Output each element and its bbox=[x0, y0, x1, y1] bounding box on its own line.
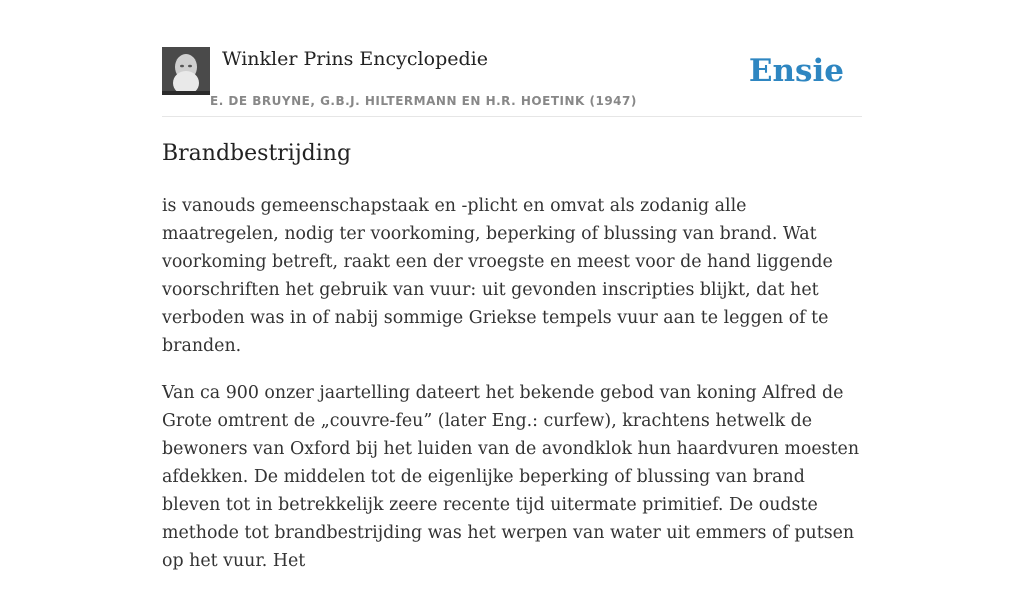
article-paragraph: is vanouds gemeenschapstaak en -plicht en omvat als zodanig alle maatregelen, nodig ter voorkoming, beperking of blussing van brand. Wat voorkoming betreft, raakt een der vroegste en meest voor de hand liggende voorschriften het gebruik van vuur: uit gevonden inscripties blijkt, dat het verboden was in of nabij sommige Griekse tempels vuur aan te leggen of te branden. bbox=[162, 196, 833, 356]
publication-authors: E. DE BRUYNE, G.B.J. HILTERMANN EN H.R. HOETINK (1947) bbox=[210, 94, 637, 108]
author-portrait-icon bbox=[162, 47, 210, 95]
encyclopedia-header bbox=[162, 45, 862, 117]
article bbox=[162, 138, 862, 594]
article-paragraph: Van ca 900 onzer jaartelling dateert het bekende gebod van koning Alfred de Grote omtrent de „couvre-feu” (later Eng.: curfew), krachtens hetwelk de bewoners van Oxford bij het luiden van de avondklok hun haardvuren moesten afdekken. De middelen tot de eigenlijke beperking of blussing van brand bleven tot in betrekkelijk zeere recente tijd uitermate primitief. De oudste methode tot brandbestrijding was het werpen van water uit emmers of putsen op het vuur. Het bbox=[162, 383, 860, 571]
article-body bbox=[162, 192, 862, 575]
author-avatar[interactable] bbox=[162, 47, 210, 95]
publication-title[interactable]: Winkler Prins Encyclopedie bbox=[222, 48, 488, 70]
ensie-logo[interactable]: Ensie bbox=[748, 53, 844, 89]
article-title: Brandbestrijding bbox=[162, 141, 352, 166]
